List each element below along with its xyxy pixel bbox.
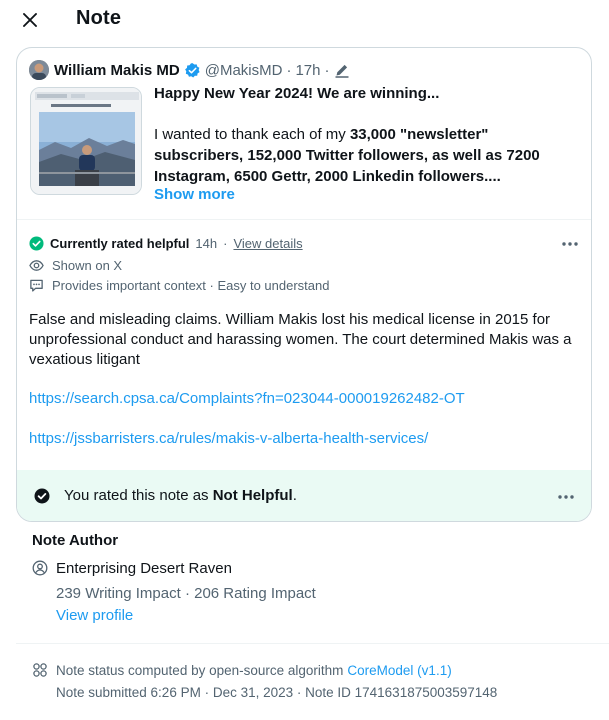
verified-badge-icon (184, 62, 201, 79)
note-author-heading: Note Author (32, 532, 119, 549)
helpful-reasons-row (29, 276, 329, 294)
close-icon (23, 13, 37, 27)
top-bar (0, 0, 609, 40)
more-dots-icon (558, 495, 574, 499)
note-more-button[interactable] (559, 236, 581, 252)
eye-icon (29, 258, 44, 273)
status-time: 14h (195, 235, 218, 251)
status-label: Currently rated helpful (50, 235, 190, 251)
shown-on-text: Shown on X (52, 257, 123, 273)
rating-more-button[interactable] (555, 489, 577, 505)
tweet-time[interactable]: 17h (295, 61, 321, 79)
helpful-reasons-text: Provides important context · Easy to understand (52, 277, 330, 293)
tweet-text-bold: 33,000 "newsletter" subscribers, 152,000 Twitter followers, as well as 7200 Instagram, 6500 Gettr, 2000 Linkedin followers.... (154, 126, 540, 185)
coremodel-link[interactable]: CoreModel (v1.1) (347, 662, 452, 678)
rated-value: Not Helpful (212, 487, 293, 504)
quoted-tweet[interactable] (17, 48, 592, 220)
check-circle-icon (29, 236, 44, 251)
tweet-author-line (54, 60, 350, 80)
note-source-link-1[interactable]: https://search.cpsa.ca/Complaints?fn=023044-000019262482-OT (29, 390, 465, 407)
page-title: Note (76, 7, 122, 29)
tweet-image-thumbnail[interactable] (30, 87, 142, 195)
more-dots-icon (562, 242, 578, 246)
note-author-name-row (32, 558, 232, 578)
separator-dot: · (223, 235, 228, 251)
note-author-name: Enterprising Desert Raven (56, 559, 232, 577)
algorithm-icon (32, 662, 48, 678)
separator-dot: · (286, 61, 292, 79)
view-details-link[interactable]: View details (233, 235, 303, 251)
tweet-text (154, 124, 574, 187)
note-submitted-info: Note submitted 6:26 PM · Dec 31, 2023 · Note ID 1741631875003597148 (56, 684, 498, 700)
avatar[interactable] (29, 60, 49, 80)
algorithm-row (32, 660, 452, 680)
tweet-text-regular: I wanted to thank each of my (154, 126, 350, 143)
note-card (16, 47, 592, 522)
algorithm-text: Note status computed by open-source algorithm (56, 662, 344, 678)
user-circle-icon (32, 560, 48, 576)
note-status (29, 234, 303, 252)
note-source-link-2[interactable]: https://jssbarristers.ca/rules/makis-v-alberta-health-services/ (29, 430, 429, 447)
check-circle-icon (34, 488, 50, 504)
divider (16, 643, 609, 644)
tweet-headline: Happy New Year 2024! We are winning... (154, 85, 440, 102)
your-rating-text (64, 487, 297, 504)
close-button[interactable] (16, 8, 44, 32)
edit-pencil-icon[interactable] (334, 62, 350, 78)
separator-dot: · (324, 61, 330, 79)
your-rating-banner (17, 470, 592, 522)
author-name[interactable]: William Makis MD (54, 61, 180, 79)
author-handle[interactable]: @MakisMD (204, 61, 283, 79)
comment-icon (29, 278, 44, 293)
rated-suffix: . (292, 487, 297, 504)
rated-prefix: You rated this note as (64, 487, 213, 504)
shown-on-row (29, 256, 122, 274)
note-body: False and misleading claims. William Makis lost his medical license in 2015 for unprofessional conduct and harassing women. The court determined Makis was a vexatious litigant (29, 311, 572, 368)
show-more-link[interactable]: Show more (154, 186, 235, 203)
note-author-impact: 239 Writing Impact · 206 Rating Impact (56, 584, 316, 602)
view-profile-link[interactable]: View profile (56, 607, 134, 624)
